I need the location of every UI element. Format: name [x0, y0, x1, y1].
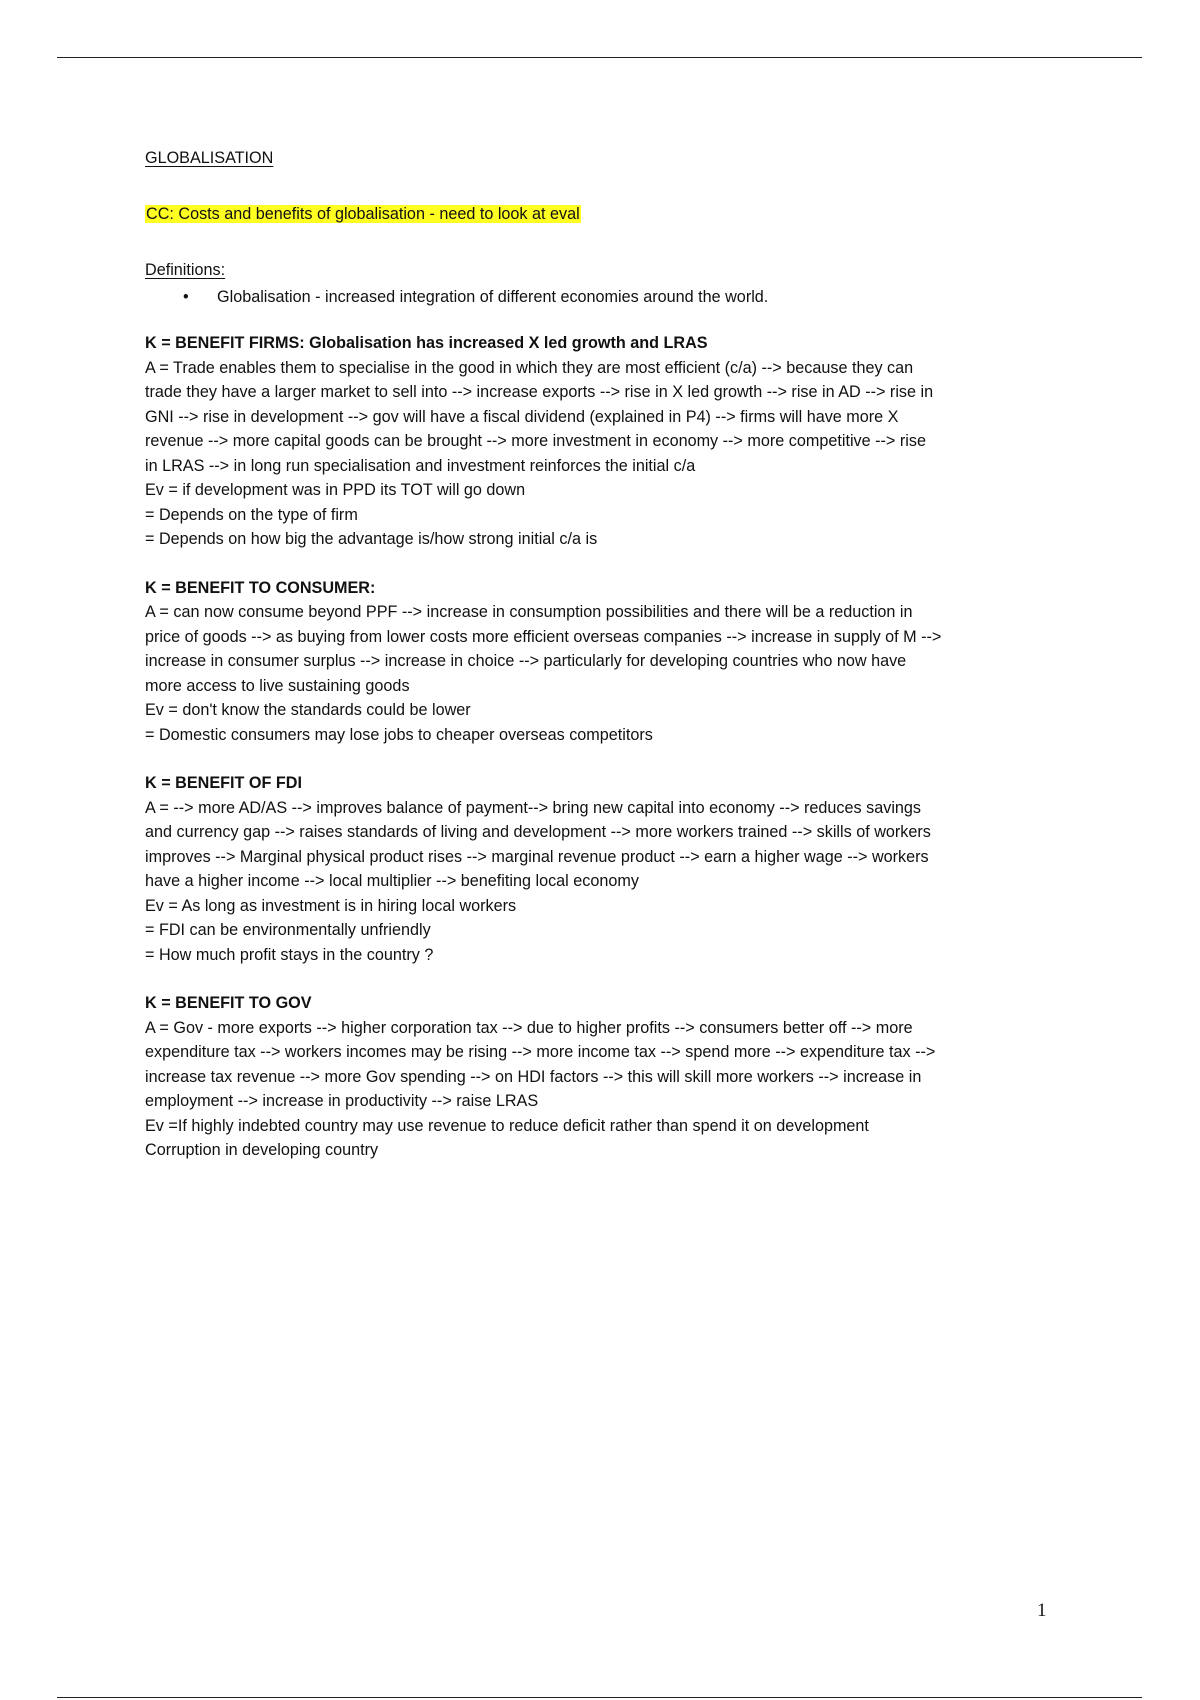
- text-line: A = Trade enables them to specialise in the good in which they are most efficient (c/a) --> because they can: [145, 358, 914, 377]
- text-line: in LRAS --> in long run specialisation and investment reinforces the initial c/a: [145, 456, 696, 475]
- text-line: employment --> increase in productivity --> raise LRAS: [145, 1092, 539, 1110]
- text-line: Ev = As long as investment is in hiring local workers: [145, 896, 517, 915]
- text-line: = FDI can be environmentally unfriendly: [145, 921, 431, 939]
- text-line: increase in consumer surplus --> increase in choice --> particularly for developing countries who now have: [145, 652, 907, 670]
- text-line: GNI --> rise in development --> gov will have a fiscal dividend (explained in P4) --> firms will have more X: [145, 407, 899, 426]
- text-line: and currency gap --> raises standards of living and development --> more workers trained --> skills of workers: [145, 823, 931, 841]
- text-line: Ev = if development was in PPD its TOT will go down: [145, 481, 526, 499]
- section-heading: K = BENEFIT TO GOV: [145, 994, 312, 1012]
- text-line: = Domestic consumers may lose jobs to cheaper overseas competitors: [145, 725, 653, 744]
- text-line: expenditure tax --> workers incomes may be rising --> more income tax --> spend more --> expenditure tax -->: [145, 1043, 936, 1061]
- section-benefit-fdi: [145, 771, 1065, 967]
- section-paragraph: [145, 356, 1065, 552]
- section-benefit-firms: [145, 331, 1065, 552]
- text-line: A = Gov - more exports --> higher corporation tax --> due to higher profits --> consumers better off --> more: [145, 1018, 913, 1037]
- section-benefit-gov: [145, 991, 1065, 1163]
- text-line: increase tax revenue --> more Gov spending --> on HDI factors --> this will skill more workers --> increase in: [145, 1067, 922, 1086]
- section-heading: K = BENEFIT FIRMS: Globalisation has increased X led growth and LRAS: [145, 334, 708, 352]
- text-line: trade they have a larger market to sell into --> increase exports --> rise in X led growth --> rise in AD --> rise in: [145, 383, 934, 401]
- highlighted-note: [145, 202, 1065, 227]
- section-paragraph: [145, 796, 1065, 968]
- text-line: price of goods --> as buying from lower costs more efficient overseas companies --> increase in supply of M -->: [145, 627, 942, 646]
- page-title: GLOBALISATION: [145, 149, 274, 167]
- section-paragraph: [145, 600, 1065, 747]
- section-heading: K = BENEFIT TO CONSUMER:: [145, 578, 376, 597]
- bullet-icon: •: [183, 287, 189, 306]
- text-line: revenue --> more capital goods can be brought --> more investment in economy --> more competitive --> rise: [145, 432, 926, 450]
- text-line: improves --> Marginal physical product rises --> marginal revenue product --> earn a higher wage --> workers: [145, 847, 929, 866]
- text-line: = Depends on how big the advantage is/how strong initial c/a is: [145, 530, 598, 548]
- definition-text: Globalisation - increased integration of different economies around the world.: [217, 287, 769, 306]
- text-line: A = --> more AD/AS --> improves balance of payment--> bring new capital into economy --> reduces savings: [145, 798, 922, 817]
- text-line: = How much profit stays in the country ?: [145, 945, 434, 964]
- text-line: = Depends on the type of firm: [145, 505, 358, 524]
- definition-item: [145, 285, 1065, 310]
- page-number: 1: [1037, 1600, 1047, 1621]
- section-paragraph: [145, 1016, 1065, 1163]
- highlighted-note-text: CC: Costs and benefits of globalisation - need to look at eval: [146, 204, 580, 223]
- text-line: have a higher income --> local multiplier --> benefiting local economy: [145, 872, 639, 890]
- text-line: Ev = don't know the standards could be lower: [145, 701, 471, 719]
- definitions-heading: Definitions:: [145, 261, 226, 279]
- section-heading: K = BENEFIT OF FDI: [145, 774, 302, 792]
- definitions-list: [145, 285, 1065, 310]
- text-line: Corruption in developing country: [145, 1141, 379, 1159]
- document-body: [145, 146, 1065, 1163]
- text-line: A = can now consume beyond PPF --> increase in consumption possibilities and there will be a reduction in: [145, 603, 913, 621]
- footer-rule: [57, 1697, 1142, 1698]
- text-line: more access to live sustaining goods: [145, 676, 410, 695]
- header-rule: [57, 57, 1142, 58]
- text-line: Ev =If highly indebted country may use revenue to reduce deficit rather than spend it on development: [145, 1116, 869, 1135]
- section-benefit-consumer: [145, 576, 1065, 748]
